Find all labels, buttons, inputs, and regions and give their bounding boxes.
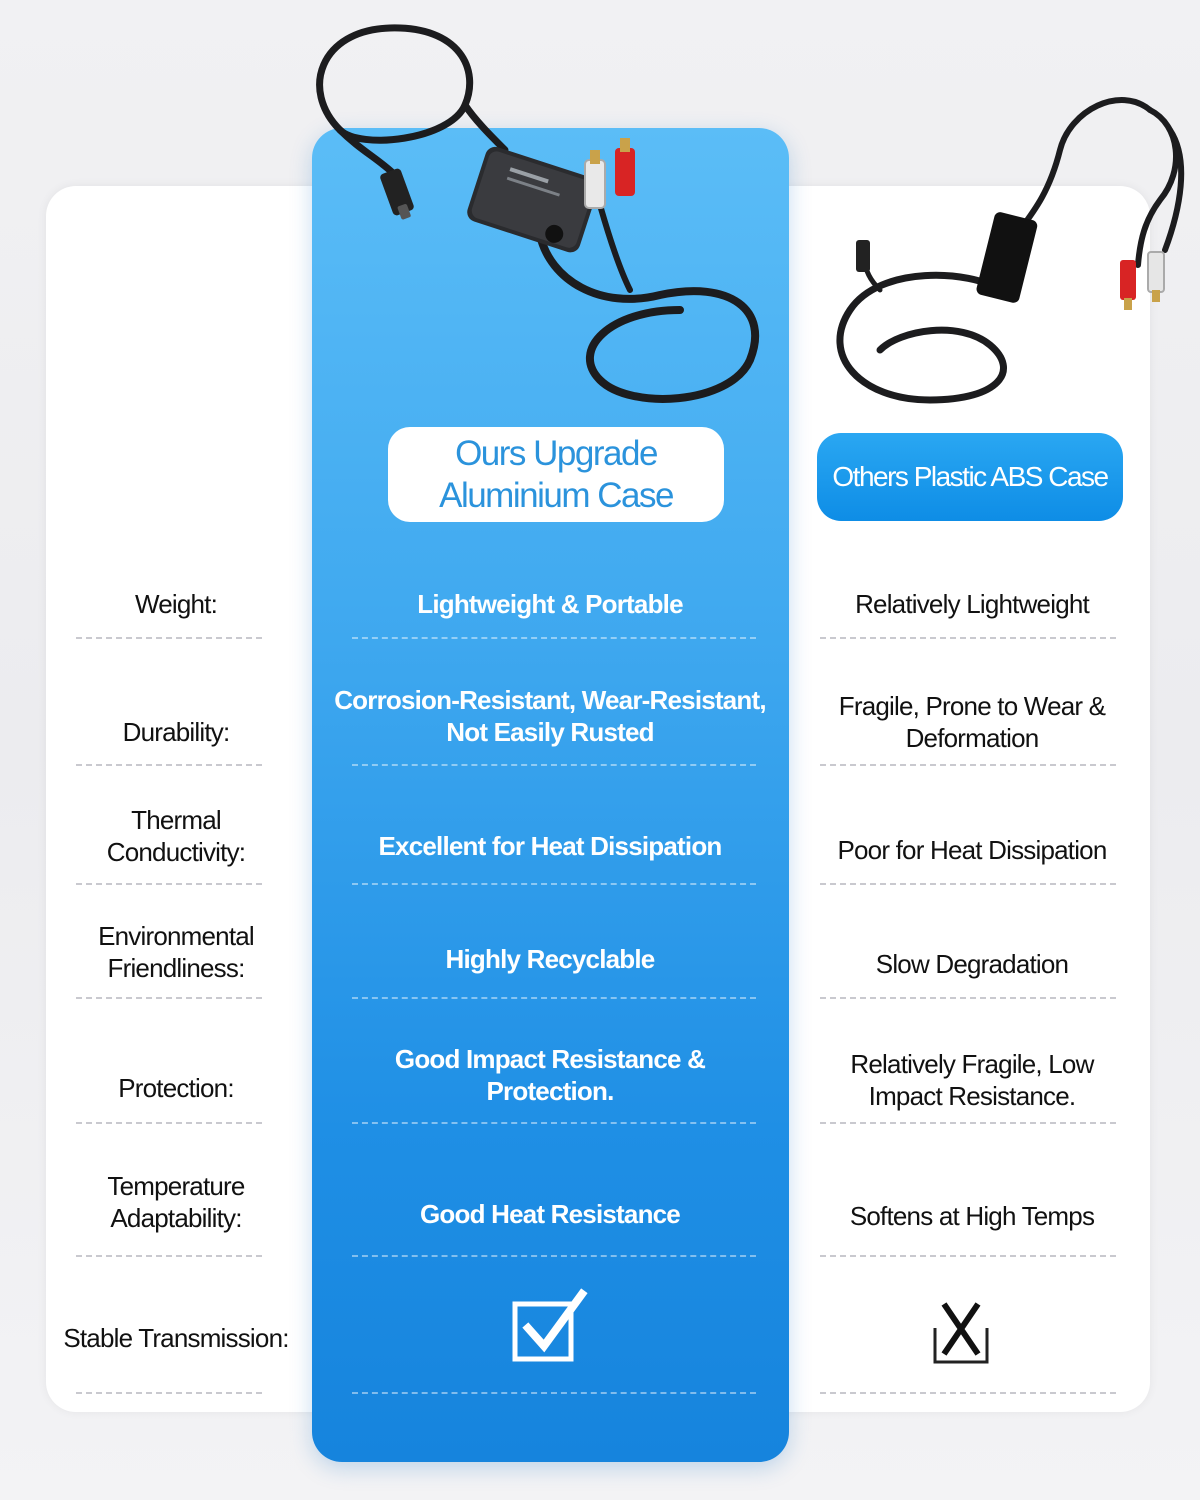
row-other-thermal: Poor for Heat Dissipation	[837, 835, 1107, 865]
row-divider	[76, 883, 262, 885]
ours-badge	[388, 427, 724, 522]
row-divider	[76, 637, 262, 639]
ours-product-image	[300, 10, 770, 415]
row-label-protection: Protection:	[118, 1073, 234, 1103]
row-divider	[76, 1122, 262, 1124]
ours-badge-line1: Ours Upgrade	[455, 433, 657, 473]
row-label-temperature: Temperature Adaptability:	[107, 1171, 245, 1233]
row-ours-environmental: Highly Recyclable	[445, 944, 655, 974]
row-ours-weight: Lightweight & Portable	[417, 589, 683, 619]
ours-badge-line2: Aluminium Case	[439, 475, 673, 515]
row-divider	[820, 883, 1116, 885]
row-label-thermal: Thermal Conductivity:	[106, 805, 246, 867]
row-divider	[76, 1255, 262, 1257]
row-divider	[820, 637, 1116, 639]
row-other-durability: Fragile, Prone to Wear & Deformation	[838, 691, 1106, 753]
row-ours-durability: Corrosion-Resistant, Wear-Resistant, Not Easily Rusted	[334, 685, 766, 747]
row-divider	[820, 1392, 1116, 1394]
row-other-protection: Relatively Fragile, Low Impact Resistance.	[850, 1049, 1094, 1111]
row-divider	[820, 1255, 1116, 1257]
row-other-environmental: Slow Degradation	[875, 949, 1069, 979]
row-divider	[76, 1392, 262, 1394]
row-divider	[352, 883, 756, 885]
row-ours-temperature: Good Heat Resistance	[420, 1199, 680, 1229]
row-divider	[352, 764, 756, 766]
row-divider	[76, 764, 262, 766]
row-divider	[352, 1392, 756, 1394]
row-divider	[820, 997, 1116, 999]
x-mark-icon	[930, 1298, 992, 1368]
row-divider	[352, 637, 756, 639]
row-divider	[820, 764, 1116, 766]
row-label-environmental: Environmental Friendliness:	[98, 921, 254, 983]
row-divider	[352, 1255, 756, 1257]
others-product-image	[820, 90, 1195, 420]
row-label-weight: Weight:	[134, 589, 218, 619]
row-divider	[76, 997, 262, 999]
row-ours-thermal: Excellent for Heat Dissipation	[378, 831, 722, 861]
others-badge: Others Plastic ABS Case	[817, 433, 1123, 521]
row-ours-protection: Good Impact Resistance & Protection.	[394, 1044, 706, 1106]
row-divider	[352, 997, 756, 999]
row-label-stable-transmission: Stable Transmission:	[63, 1323, 289, 1353]
row-divider	[352, 1122, 756, 1124]
row-other-weight: Relatively Lightweight	[855, 589, 1089, 619]
row-other-temperature: Softens at High Temps	[849, 1201, 1095, 1231]
row-divider	[820, 1122, 1116, 1124]
row-label-durability: Durability:	[122, 717, 230, 747]
checkmark-box-icon	[508, 1288, 590, 1364]
